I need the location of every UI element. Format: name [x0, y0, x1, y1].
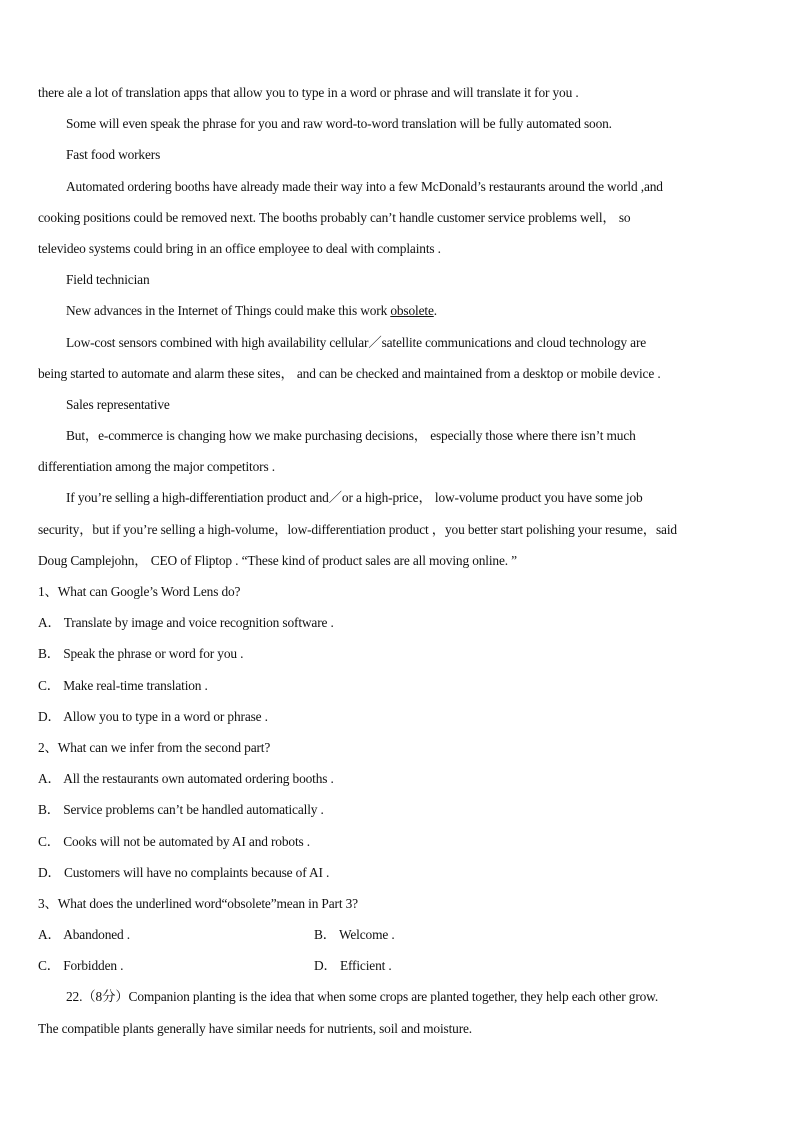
- text-line: If you’re selling a high-differentiation product and／or a high-price， low-volume product you have some job: [66, 490, 643, 506]
- question-option: C． Make real-time translation .: [38, 677, 208, 693]
- text-line: cooking positions could be removed next. The booths probably can’t handle customer service problems well， so: [38, 209, 631, 225]
- text-line: Automated ordering booths have already made their way into a few McDonald’s restaurants around the world ,and: [66, 178, 663, 194]
- text-line: Low-cost sensors combined with high availability cellular／satellite communications and cloud technology are: [66, 334, 647, 350]
- question-option: A． Translate by image and voice recognition software .: [38, 615, 334, 631]
- option-row: [38, 919, 760, 950]
- section-heading-fast-food: Fast food workers: [66, 147, 161, 163]
- question-option: A． All the restaurants own automated ordering booths .: [38, 771, 334, 787]
- question-stem-3: 3、What does the underlined word“obsolete”mean in Part 3?: [38, 895, 358, 911]
- section-heading-sales: Sales representative: [66, 396, 170, 412]
- text-line: security，but if you’re selling a high-volume，low-differentiation product ，you better start polishing your resume，said: [38, 521, 677, 537]
- question-option: C． Cooks will not be automated by AI and robots .: [38, 833, 310, 849]
- section-heading-field-technician: Field technician: [66, 272, 150, 288]
- text-line: Doug Camplejohn， CEO of Fliptop . “These kind of product sales are all moving online. ”: [38, 552, 517, 568]
- text-line: there ale a lot of translation apps that allow you to type in a word or phrase and will translate it for you .: [38, 85, 579, 100]
- text-line: differentiation among the major competitors .: [38, 459, 275, 475]
- text-line: being started to automate and alarm these sites， and can be checked and maintained from a desktop or mobile device .: [38, 365, 661, 381]
- question-option: B． Speak the phrase or word for you .: [38, 646, 244, 662]
- question-option: D． Customers will have no complaints because of AI .: [38, 864, 330, 880]
- text-line: Some will even speak the phrase for you and raw word-to-word translation will be fully automated soon.: [66, 116, 612, 132]
- text-line: The compatible plants generally have similar needs for nutrients, soil and moisture.: [38, 1020, 473, 1036]
- question-option: D． Allow you to type in a word or phrase .: [38, 708, 268, 724]
- underlined-word: obsolete: [390, 303, 434, 319]
- question-stem-1: 1、What can Google’s Word Lens do?: [38, 584, 241, 599]
- question-option: D． Efficient .: [314, 958, 392, 974]
- question-option: C． Forbidden .: [38, 958, 124, 974]
- document-page: [38, 77, 760, 1044]
- text-line: But，e-commerce is changing how we make purchasing decisions， especially those where there isn’t much: [66, 428, 636, 444]
- question-stem-2: 2、What can we infer from the second part?: [38, 739, 271, 755]
- next-section-heading: 22.（8分）Companion planting is the idea that when some crops are planted together, they help each other grow.: [66, 989, 659, 1005]
- text-segment: .: [433, 303, 437, 319]
- question-option: B． Welcome .: [314, 927, 395, 943]
- question-option: B． Service problems can’t be handled automatically .: [38, 802, 324, 818]
- text-line: televideo systems could bring in an office employee to deal with complaints .: [38, 240, 441, 256]
- text-line-obsolete: [38, 295, 760, 326]
- text-segment: New advances in the Internet of Things could make this work: [66, 303, 391, 319]
- question-option: A． Abandoned .: [38, 927, 130, 943]
- option-row: [38, 950, 760, 981]
